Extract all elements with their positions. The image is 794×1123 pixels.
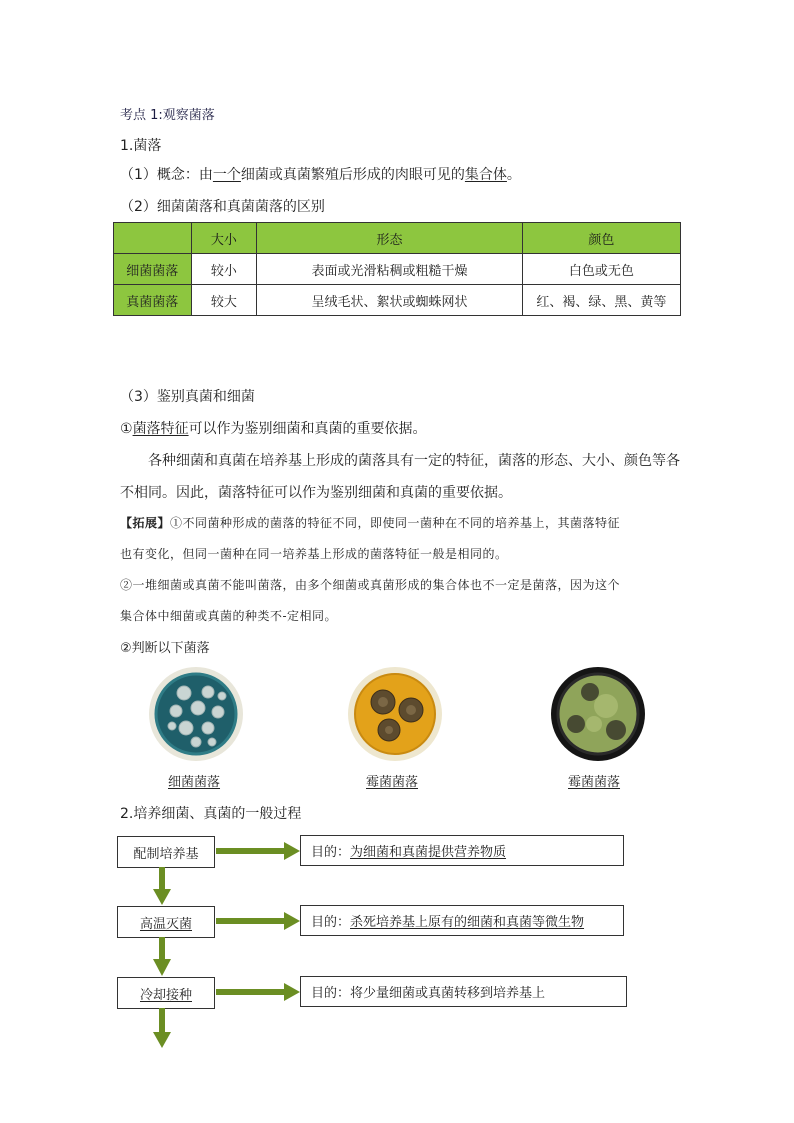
down-arrow-1 [153, 867, 171, 905]
goal-text: 将少量细菌或真菌转移到培养基上 [350, 986, 546, 1001]
goal-text: 杀死培养基上原有的细菌和真菌等微生物 [350, 915, 585, 930]
goal-text: 为细菌和真菌提供营养物质 [350, 845, 507, 860]
right-arrow-3 [216, 983, 300, 1001]
concept-prefix: （1）概念：由 [120, 167, 213, 183]
identify-p2-line1: 各种细菌和真菌在培养基上形成的菌落具有一定的特征，菌落的形态、大小、颜色等各 [148, 453, 680, 469]
goal-prefix: 目的： [311, 986, 351, 1001]
judge-prompt: ②判断以下菌落 [120, 641, 210, 656]
down-arrow-3 [153, 1008, 171, 1048]
down-arrow-2 [153, 937, 171, 976]
extension-label: 【拓展】 [120, 516, 171, 530]
table-cell: 白色或无色 [522, 254, 680, 285]
image-caption-mold-2: 霉菌菌落 [568, 775, 621, 790]
section-heading: 考点 1:观察菌落 [120, 108, 215, 123]
table-header-cell: 颜色 [522, 223, 680, 254]
extension-line4: 集合体中细菌或真菌的种类不-定相同。 [120, 609, 338, 623]
concept-mid: 细菌或真菌繁殖后形成的肉眼可见的 [240, 167, 465, 183]
colony-feature-keyword: 菌落特征 [132, 421, 189, 437]
subsection-title: 1.菌落 [120, 138, 162, 154]
image-caption-mold-1: 霉菌菌落 [366, 775, 419, 790]
identify-title: （3）鉴别真菌和细菌 [120, 389, 255, 405]
goal-prefix: 目的： [311, 845, 351, 860]
table-header-cell: 大小 [191, 223, 257, 254]
step-label: 配制培养基 [133, 846, 199, 862]
table-row-header: 真菌菌落 [114, 285, 192, 316]
extension-line3: ②一堆细菌或真菌不能叫菌落，由多个细菌或真菌形成的集合体也不一定是菌落，因为这个 [120, 578, 621, 592]
difference-title: （2）细菌菌落和真菌菌落的区别 [120, 199, 325, 215]
table-cell: 较小 [191, 254, 257, 285]
table-cell: 表面或光滑粘稠或粗糙干燥 [257, 254, 523, 285]
table-header-cell: 形态 [257, 223, 523, 254]
table-cell: 红、褐、绿、黑、黄等 [522, 285, 680, 316]
table-cell: 呈绒毛状、絮状或蜘蛛网状 [257, 285, 523, 316]
identify-p1-rest: 可以作为鉴别细菌和真菌的重要依据。 [188, 421, 427, 437]
concept-keyword-aggregate: 集合体 [464, 167, 507, 183]
goal-prefix: 目的： [311, 915, 351, 930]
concept-end: 。 [506, 167, 521, 183]
identify-p2-line2: 不相同。因此，菌落特征可以作为鉴别细菌和真菌的重要依据。 [120, 485, 512, 501]
table-row-header: 细菌菌落 [114, 254, 192, 285]
image-caption-bacteria: 细菌菌落 [168, 775, 221, 790]
step-label: 高温灭菌 [139, 916, 192, 932]
step-label: 冷却接种 [139, 987, 192, 1003]
extension-text-1: ①不同菌种形成的菌落的特征不同，即使同一菌种在不同的培养基上，其菌落特征 [170, 516, 621, 530]
right-arrow-2 [216, 912, 300, 930]
concept-keyword-one: 一个 [212, 167, 241, 183]
circle-number: ① [120, 421, 133, 437]
right-arrow-1 [216, 842, 300, 860]
table-cell: 较大 [191, 285, 257, 316]
process-title: 2.培养细菌、真菌的一般过程 [120, 806, 302, 822]
extension-line2: 也有变化，但同一菌种在同一培养基上形成的菌落特征一般是相同的。 [120, 547, 508, 561]
